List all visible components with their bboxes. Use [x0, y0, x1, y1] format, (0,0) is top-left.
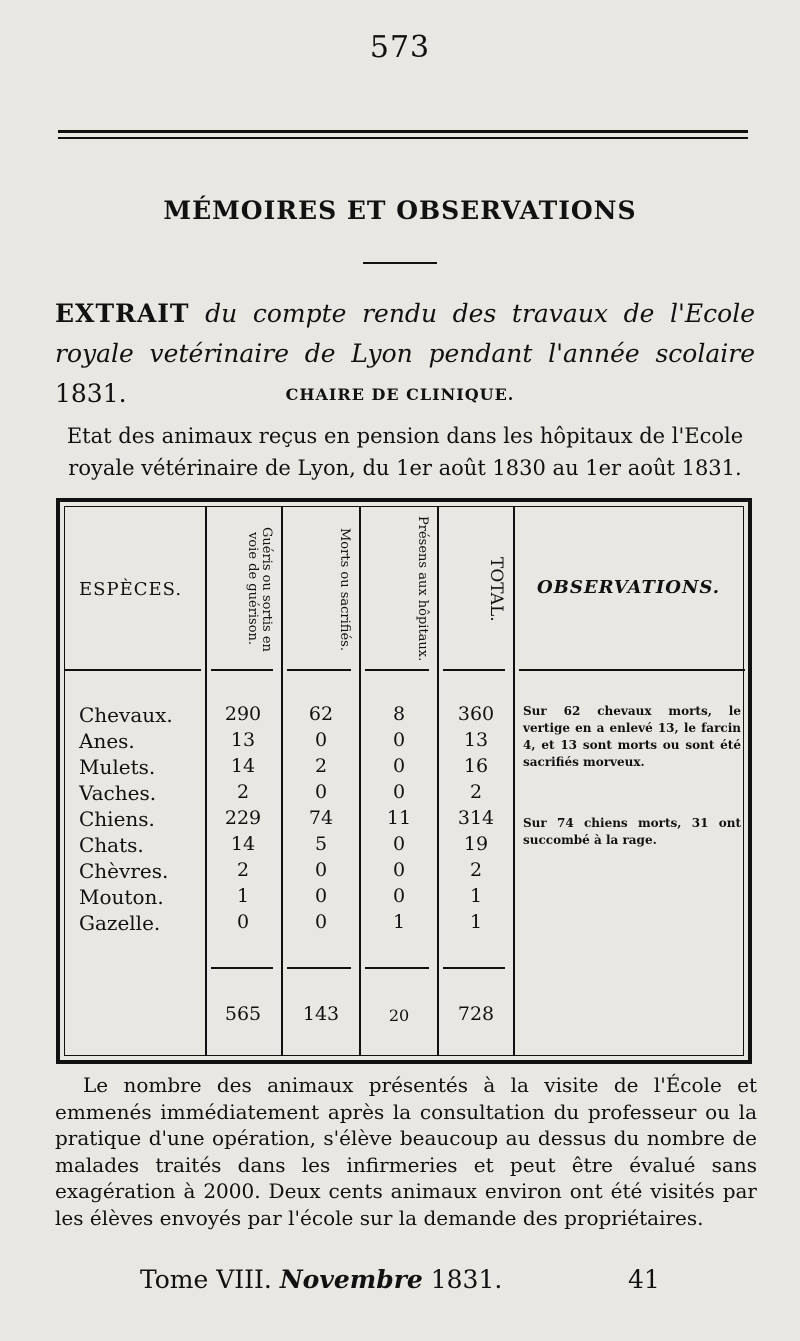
cell-total: 2 — [469, 781, 483, 803]
body-paragraph: Le nombre des animaux présentés à la visite de l'École et emmenés immédiatement après la consultation du professeur ou la pratique d'une opération, s'élève beaucoup au dessus du nombre de malades traités dans les infirmeries et peut être évalué sans exagération à 2000. Deux cents animaux environ ont été visités par les élèves envoyés par l'école sur la demande des propriétaires. — [55, 1073, 757, 1230]
cell-total: 1 — [469, 885, 483, 907]
footer-tome-label: Tome VIII. — [140, 1265, 272, 1294]
statistics-table — [56, 498, 752, 1064]
etat-caption — [55, 420, 755, 484]
cell-espece: Gazelle. — [79, 911, 161, 935]
table-row — [65, 885, 743, 911]
cell-presens: 0 — [392, 781, 406, 803]
chaire-heading: CHAIRE DE CLINIQUE. — [285, 385, 515, 404]
total-presens: 20 — [388, 1006, 410, 1025]
header-presens: Présens aux hôpitaux. — [415, 516, 430, 662]
header-rule-thick — [58, 130, 748, 133]
header-especes: ESPÈCES. — [79, 579, 183, 600]
cell-total: 16 — [463, 755, 489, 777]
cell-gueris: 14 — [230, 833, 256, 855]
cell-total: 1 — [469, 911, 483, 933]
header-rule — [287, 669, 351, 671]
cell-espece: Chiens. — [79, 807, 155, 831]
sum-rule — [443, 967, 505, 969]
cell-espece: Vaches. — [79, 781, 157, 805]
cell-gueris: 0 — [236, 911, 250, 933]
cell-gueris: 13 — [230, 729, 256, 751]
total-morts: 143 — [302, 1003, 340, 1025]
title-divider — [363, 262, 437, 264]
footer-month: Novembre — [279, 1265, 423, 1294]
table-row — [65, 781, 743, 807]
header-gueris: Guéris ou sortis en voie de guérison. — [245, 526, 274, 652]
totals-row — [65, 1003, 743, 1029]
table-row — [65, 859, 743, 885]
cell-espece: Mouton. — [79, 885, 164, 909]
cell-presens: 0 — [392, 859, 406, 881]
cell-gueris: 2 — [236, 859, 250, 881]
etat-line-2: royale vétérinaire de Lyon, du 1er août 1830 au 1er août 1831. — [68, 456, 742, 480]
extrait-italic: du compte rendu des travaux de l'Ecole royale vetérinaire de Lyon pendant l'année scolaire — [55, 299, 756, 368]
etat-line-1: Etat des animaux reçus en pension dans les hôpitaux de l'Ecole — [66, 424, 744, 448]
cell-presens: 8 — [392, 703, 406, 725]
cell-presens: 0 — [392, 833, 406, 855]
cell-gueris: 2 — [236, 781, 250, 803]
extrait-year: 1831. — [55, 379, 127, 408]
footer-signature-number: 41 — [628, 1265, 660, 1294]
header-total: TOTAL. — [486, 556, 506, 622]
cell-presens: 0 — [392, 729, 406, 751]
header-rule — [365, 669, 429, 671]
cell-espece: Anes. — [79, 729, 135, 753]
observation-note-dogs: Sur 74 chiens morts, 31 ont succombé à la rage. — [523, 816, 741, 847]
cell-morts: 74 — [308, 807, 334, 829]
cell-espece: Mulets. — [79, 755, 156, 779]
cell-espece: Chèvres. — [79, 859, 169, 883]
footer-year: 1831. — [430, 1265, 503, 1294]
header-rule — [65, 669, 201, 671]
header-rule — [519, 669, 745, 671]
cell-morts: 62 — [308, 703, 334, 725]
cell-presens: 0 — [392, 755, 406, 777]
cell-morts: 0 — [314, 781, 328, 803]
page-number: 573 — [369, 30, 431, 65]
cell-gueris: 14 — [230, 755, 256, 777]
cell-morts: 0 — [314, 911, 328, 933]
total-total: 728 — [457, 1003, 495, 1025]
cell-total: 360 — [457, 703, 495, 725]
cell-espece: Chevaux. — [79, 703, 173, 727]
header-observations: OBSERVATIONS. — [537, 577, 721, 598]
header-rule — [443, 669, 505, 671]
header-rule-thin — [58, 137, 748, 139]
cell-presens: 0 — [392, 885, 406, 907]
total-gueris: 565 — [224, 1003, 262, 1025]
sum-rule — [211, 967, 273, 969]
section-title: MÉMOIRES ET OBSERVATIONS — [163, 196, 637, 225]
sum-rule — [365, 967, 429, 969]
table-row — [65, 911, 743, 937]
cell-total: 13 — [463, 729, 489, 751]
header-morts: Morts ou sacrifiés. — [337, 527, 352, 651]
cell-total: 19 — [463, 833, 489, 855]
cell-morts: 5 — [314, 833, 328, 855]
header-rule — [211, 669, 273, 671]
cell-gueris: 229 — [224, 807, 262, 829]
table-inner-border — [64, 506, 744, 1056]
cell-total: 2 — [469, 859, 483, 881]
extrait-lead: EXTRAIT — [55, 299, 190, 328]
cell-morts: 0 — [314, 729, 328, 751]
cell-gueris: 290 — [224, 703, 262, 725]
cell-morts: 2 — [314, 755, 328, 777]
cell-gueris: 1 — [236, 885, 250, 907]
cell-morts: 0 — [314, 885, 328, 907]
cell-presens: 1 — [392, 911, 406, 933]
sum-rule — [287, 967, 351, 969]
cell-presens: 11 — [386, 807, 412, 829]
footer-tome — [140, 1265, 502, 1294]
cell-espece: Chats. — [79, 833, 144, 857]
cell-morts: 0 — [314, 859, 328, 881]
cell-total: 314 — [457, 807, 495, 829]
observation-note-horses: Sur 62 chevaux morts, le vertige en a enlevé 13, le farcin 4, et 13 sont morts ou sont été sacrifiés morveux. — [523, 704, 741, 769]
